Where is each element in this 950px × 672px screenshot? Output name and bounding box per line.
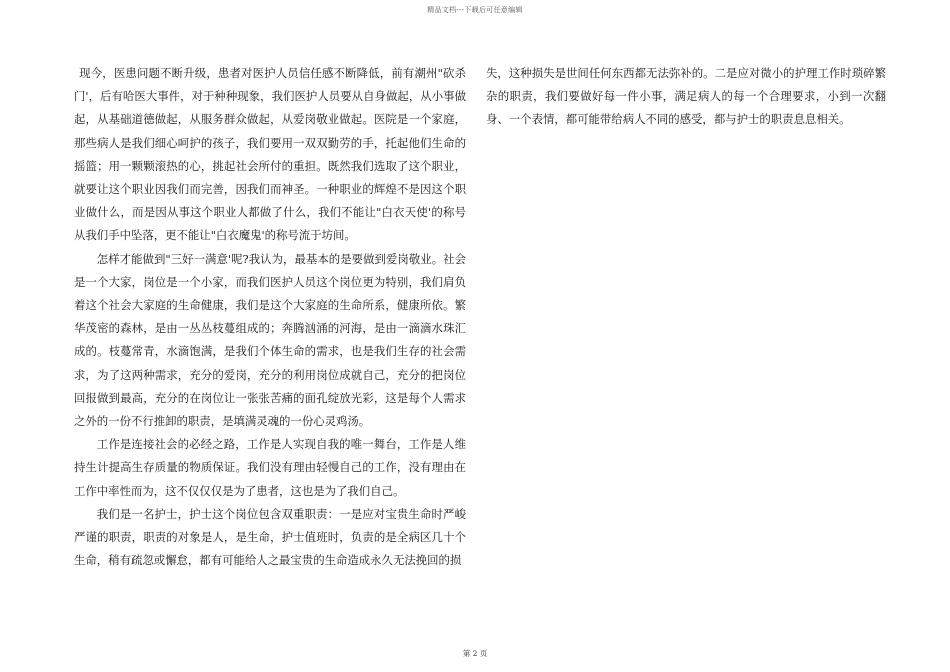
page-number: 第 2 页 [462,649,488,658]
paragraph: 工作是连接社会的必经之路，工作是人实现自我的唯一舞台，工作是人维持生计提高生存质量的物质保证。我们没有理由轻慢自己的工作，没有理由在工作中率性而为，这不仅仅仅是为了患者，这也是为了我们自己。 [74,437,466,498]
left-text-column [74,62,466,572]
paragraph: 现今，医患问题不断升级，患者对医护人员信任感不断降低，前有潮州"砍杀门'，后有哈医大事件，对于种种现象，我们医护人员要从自身做起，从小事做起，从基础道德做起，从服务群众做起，从爱岗敬业做起。医院是一个家庭，那些病人是我们细心呵护的孩子，我们要用一双双勤劳的手，托起他们生命的摇篮；用一颗颗滚热的心，挑起社会所付的重担。既然我们选取了这个职业，就要让这个职业因我们而完善，因我们而神圣。一种职业的辉煌不是因这个职业做什么，而是因从事这个职业人都做了什么，我们不能让"白衣天使'的称号从我们手中坠落，更不能让"白衣魔鬼'的称号流于坊间。 [74,66,466,243]
right-text-column [486,62,886,132]
paragraph: 失，这种损失是世间任何东西都无法弥补的。二是应对微小的护理工作时琐碎繁杂的职责，我们要做好每一件小事，满足病人的每一个合理要求，小到一次翻身、一个表情，都可能带给病人不同的感受，都与护士的职责息息相关。 [486,66,886,127]
paragraph: 我们是一名护士，护士这个岗位包含双重职责：一是应对宝贵生命时严峻严谨的职责，职责的对象是人，是生命，护士值班时，负责的是全病区几十个生命，稍有疏忽或懈怠，都有可能给人之最宝贵的生命造成永久无法挽回的损 [74,506,466,568]
page-header: 精品文档---下载后可任意编辑 [427,6,523,14]
paragraph: 怎样才能做到"三好一满意'呢?我认为，最基本的是要做到爱岗敬业。社会是一个大家，岗位是一个小家，而我们医护人员这个岗位更为特别，我们肩负着这个社会大家庭的生命健康，我们是这个大家庭的生命所系，健康所依。繁华茂密的森林，是由一丛丛枝蔓组成的；奔腾汹涌的河海，是由一滴滴水珠汇成的。枝蔓常青，水滴饱满，是我们个体生命的需求，也是我们生存的社会需求，为了这两种需求，充分的爱岗，充分的利用岗位成就自己，充分的把岗位回报做到最高，充分的在岗位让一张张苦痛的面孔绽放光彩，这是每个人需求之外的一份不行推卸的职责，是填满灵魂的一份心灵鸡汤。 [74,251,466,429]
